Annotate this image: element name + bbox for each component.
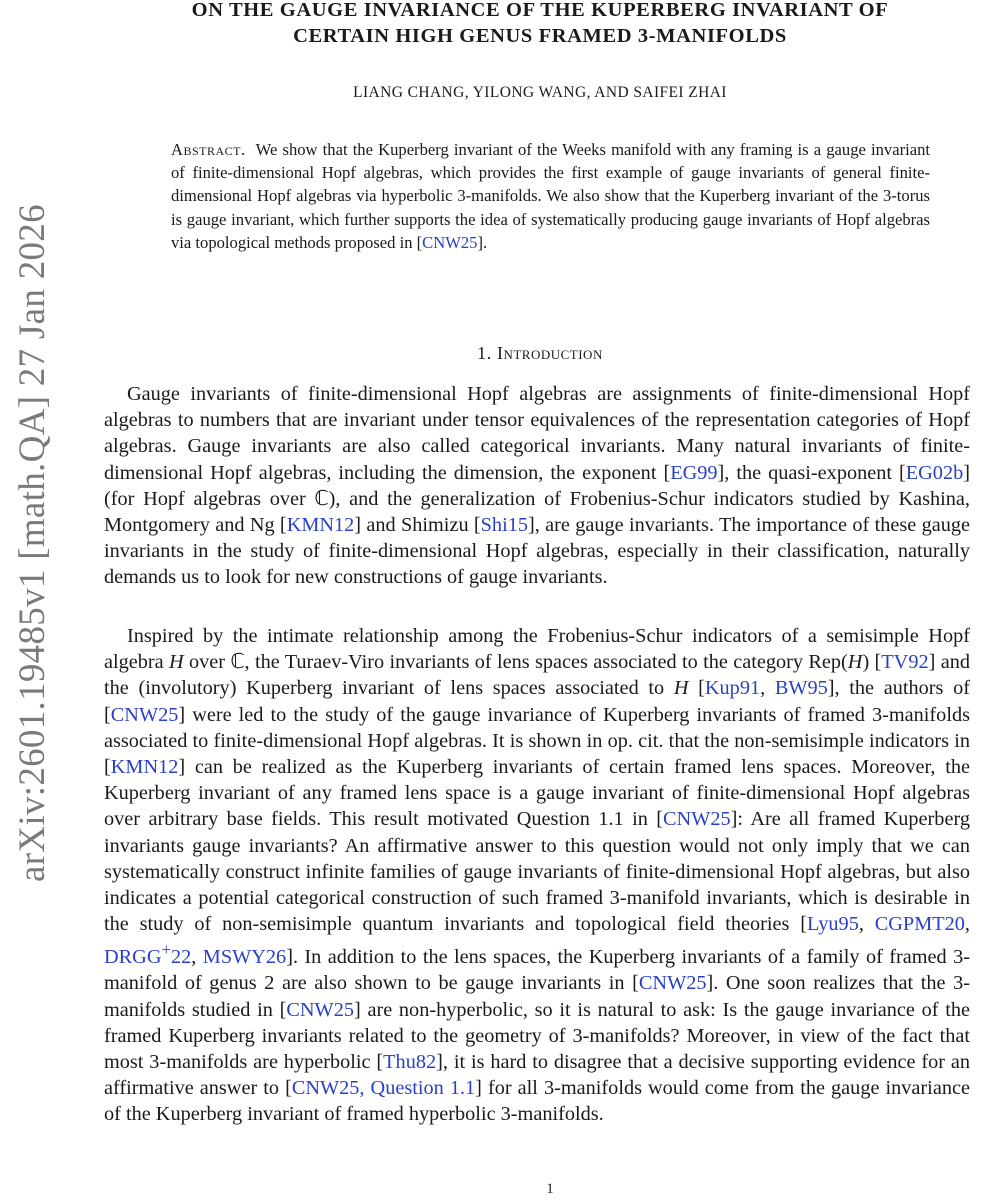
- text-run: ] and Shimizu [: [354, 514, 481, 537]
- text-run: ] are non-hyperbolic, so it is natural to ask: Is the gauge invariance of the framed Kuperberg invariants related to the geometry of 3-manifolds? Moreover, in view of the fact that most 3-manifolds are hyperbolic [: [104, 998, 970, 1074]
- text-run: ] and the (involutory) Kuperberg invariant of lens spaces associated to: [104, 651, 970, 700]
- author-list: LIANG CHANG, YILONG WANG, AND SAIFEI ZHAI: [353, 84, 727, 101]
- section-number: 1.: [477, 343, 492, 363]
- text-run: ], the quasi-exponent [: [717, 461, 906, 484]
- citation-text: 22: [171, 946, 192, 969]
- section-heading: [100, 343, 980, 364]
- abstract: [171, 138, 930, 254]
- section-title: Introduction: [496, 343, 603, 363]
- text-run: ) [: [862, 651, 882, 674]
- citation-link[interactable]: KMN12: [110, 756, 179, 779]
- citation-link[interactable]: Thu82: [383, 1051, 437, 1074]
- page-number: 1: [546, 1181, 554, 1197]
- text-run: ], it is hard to disagree that a decisive supporting evidence for an affirmative answer to [: [104, 1051, 970, 1100]
- text-run: ], are gauge invariants. The importance of these gauge invariants in the study of finite-dimensional Hopf algebras, especially in their classification, naturally demands us to look for new constructions of gauge invariants.: [104, 514, 970, 589]
- math-variable: H: [673, 677, 689, 700]
- citation-link[interactable]: CNW25: [638, 972, 707, 995]
- text-run: ,: [964, 913, 970, 936]
- text-run: ] can be realized as the Kuperberg invariants of certain framed lens spaces. Moreover, the Kuperberg invariant of any framed lens space is a gauge invariant of finite-dimensional Hopf algebras over arbitrary base fields. This result motivated Question 1.1 in [: [104, 756, 970, 831]
- title-line-2: CERTAIN HIGH GENUS FRAMED 3-MANIFOLDS: [293, 25, 787, 47]
- citation-link[interactable]: CNW25: [422, 232, 478, 252]
- paper-title: [100, 0, 980, 49]
- paragraph-2: [104, 623, 970, 1128]
- citation-link[interactable]: CNW25: [110, 703, 179, 726]
- text-run: over ℂ, the Turaev-Viro invariants of lens spaces associated to the category Rep(: [183, 651, 848, 674]
- abstract-label: Abstract.: [171, 140, 246, 159]
- text-run: ,: [760, 677, 775, 700]
- text-run: ] were led to the study of the gauge invariance of Kuperberg invariants of framed 3-manifolds associated to finite-dimensional Hopf algebras. It is shown in op. cit. that the non-semisimple indicators in [: [104, 703, 970, 779]
- text-run: ]: Are all framed Kuperberg invariants gauge invariants? An affirmative answer to this question would not only imply that we can systematically construct infinite families of gauge invariants of finite-dimensional Hopf algebras, but also indicates a potential categorical construction of such framed 3-manifold invariants, which is desirable in the study of non-semisimple quantum invariants and topological field theories [: [104, 808, 970, 936]
- citation-superscript: +: [161, 940, 172, 960]
- text-run: ]. One soon realizes that the 3-manifolds studied in [: [104, 972, 970, 1021]
- citation-link[interactable]: Kup91: [704, 677, 761, 700]
- citation-link[interactable]: CGPMT20: [874, 913, 965, 936]
- citation-link[interactable]: TV92: [881, 651, 929, 674]
- citation-link[interactable]: CNW25: [286, 998, 354, 1021]
- text-run: ,: [191, 946, 203, 969]
- title-line-1: ON THE GAUGE INVARIANCE OF THE KUPERBERG INVARIANT OF: [191, 0, 889, 21]
- abstract-text-end: ].: [477, 232, 488, 252]
- arxiv-identifier: arXiv:2601.19485v1 [math.QA] 27 Jan 2026: [12, 204, 53, 882]
- citation-text: DRGG: [104, 946, 162, 969]
- text-run: [: [688, 677, 705, 700]
- citation-link[interactable]: [104, 940, 192, 969]
- citation-link[interactable]: CNW25, Question 1.1: [291, 1077, 476, 1100]
- text-run: ] for all 3-manifolds would come from the gauge invariance of the Kuperberg invariant of framed hyperbolic 3-manifolds.: [104, 1077, 970, 1126]
- math-variable: H: [847, 651, 863, 674]
- citation-link[interactable]: KMN12: [286, 514, 355, 537]
- text-run: Gauge invariants of finite-dimensional Hopf algebras are assignments of finite-dimensional Hopf algebras to numbers that are invariant under tensor equivalences of the representation categories of Hopf algebras. Gauge invariants are also called categorical invariants. Many natural invariants of finite-dimensional Hopf algebras, including the dimension, the exponent [: [104, 383, 970, 484]
- paragraph-1: [104, 381, 970, 591]
- citation-link[interactable]: Lyu95: [807, 913, 859, 936]
- citation-link[interactable]: EG02b: [905, 461, 964, 484]
- text-run: ]. In addition to the lens spaces, the Kuperberg invariants of a family of framed 3-manifold of genus 2 are also shown to be gauge invariants in [: [104, 946, 970, 995]
- citation-link[interactable]: Shi15: [480, 514, 528, 537]
- citation-link[interactable]: CNW25: [663, 808, 731, 831]
- abstract-text: We show that the Kuperberg invariant of the Weeks manifold with any framing is a gauge invariant of finite-dimensional Hopf algebras, which provides the first example of gauge invariants of general finite-dimensional Hopf algebras via hyperbolic 3-manifolds. We also show that the Kuperberg invariant of the 3-torus is gauge invariant, which further supports the idea of systematically producing gauge invariants of Hopf algebras via topological methods proposed in [: [171, 140, 931, 252]
- text-run: Inspired by the intimate relationship among the Frobenius-Schur indicators of a semisimple Hopf algebra: [104, 625, 970, 674]
- citation-link[interactable]: BW95: [774, 677, 828, 700]
- citation-link[interactable]: MSWY26: [202, 946, 287, 969]
- text-run: ] (for Hopf algebras over ℂ), and the generalization of Frobenius-Schur indicators studied by Kashina, Montgomery and Ng [: [104, 461, 970, 537]
- text-run: ,: [858, 913, 875, 936]
- math-variable: H: [169, 651, 184, 674]
- text-run: ], the authors of [: [104, 677, 970, 726]
- citation-link[interactable]: EG99: [670, 461, 718, 484]
